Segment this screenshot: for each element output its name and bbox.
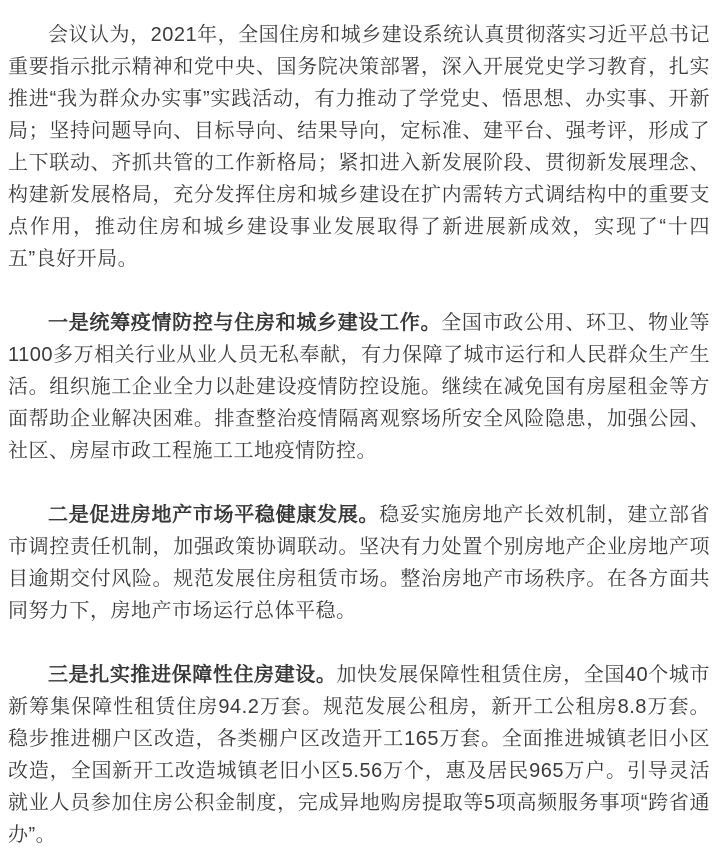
paragraph-overview-text: 会议认为，2021年，全国住房和城乡建设系统认真贯彻落实习近平总书记重要指示批示精神和党中央、国务院决策部署，深入开展党史学习教育，扎实推进“我为群众办实事”实践活动，有力推动了学党史、悟思想、办实事、开新局；坚持问题导向、目标导向、结果导向，定标准、建平台、强考评，形成了上下联动、齐抓共管的工作新格局；紧扣进入新发展阶段、贯彻新发展理念、构建新发展格局，充分发挥住房和城乡建设在扩内需转方式调结构中的重要支点作用，推动住房和城乡建设事业发展取得了新进展新成效，实现了“十四五”良好开局。 — [8, 24, 710, 270]
paragraph-item-3 — [8, 659, 710, 851]
paragraph-item-3-text: 加快发展保障性租赁住房，全国40个城市新筹集保障性租赁住房94.2万套。规范发展公租房，新开工公租房8.8万套。稳步推进棚户区改造，各类棚户区改造开工165万套。全面推进城镇老旧小区改造，全国新开工改造城镇老旧小区5.56万个，惠及居民965万户。引导灵活就业人员参加住房公积金制度，完成异地购房提取等5项高频服务事项“跨省通办”。 — [8, 664, 710, 846]
paragraph-overview — [8, 19, 710, 275]
paragraph-item-1-text: 全国市政公用、环卫、物业等1100多万相关行业从业人员无私奉献，有力保障了城市运行和人民群众生产生活。组织施工企业全力以赴建设疫情防控设施。继续在减免国有房屋租金等方面帮助企业解决困难。排查整治疫情隔离观察场所安全风险隐患，加强公园、社区、房屋市政工程施工工地疫情防控。 — [8, 312, 711, 462]
paragraph-item-2-text: 稳妥实施房地产长效机制，建立部省市调控责任机制，加强政策协调联动。坚决有力处置个别房地产企业房地产项目逾期交付风险。规范发展住房租赁市场。整治房地产市场秩序。在各方面共同努力下，房地产市场运行总体平稳。 — [8, 504, 711, 622]
paragraph-item-3-lead: 三是扎实推进保障性住房建设。 — [48, 664, 337, 686]
paragraph-item-2 — [8, 499, 710, 627]
paragraph-item-1 — [8, 307, 710, 467]
paragraph-item-2-lead: 二是促进房地产市场平稳健康发展。 — [48, 504, 380, 526]
paragraph-item-1-lead: 一是统筹疫情防控与住房和城乡建设工作。 — [48, 312, 442, 334]
